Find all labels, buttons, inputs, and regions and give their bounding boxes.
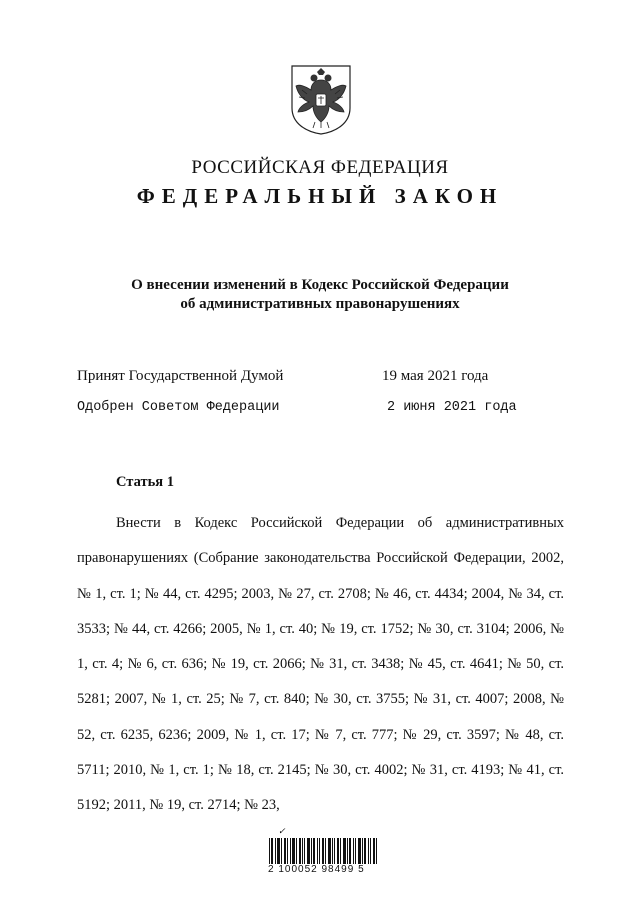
duma-label: Принят Государственной Думой [77, 368, 284, 384]
law-subject-line1: О внесении изменений в Кодекс Российской Федерации [131, 277, 509, 293]
coat-of-arms-icon [289, 64, 353, 136]
country-name: РОССИЙСКАЯ ФЕДЕРАЦИЯ [191, 157, 449, 178]
law-subject-line2: об административных правонарушениях [180, 296, 460, 312]
law-subject [0, 276, 640, 314]
article-body-text: Внести в Кодекс Российской Федерации об административных правонарушениях (Собрание законодательства Российской Федерации, 2002, № 1, ст. 1; № 44, ст. 4295; 2003, № 27, ст. 2708; № 46, ст. 4434; 2004, № 34, ст. 3533; № 44, ст. 4266; 2005, № 1, ст. 40; № 19, ст. 1752; № 30, ст. 3104; 2006, № 1, ст. 4; № 6, ст. 636; № 19, ст. 2066; № 31, ст. 3438; № 45, ст. 4641; № 50, ст. 5281; 2007, № 1, ст. 25; № 7, ст. 840; № 30, ст. 3755; № 31, ст. 4007; 2008, № 52, ст. 6235, 6236; 2009, № 1, ст. 17; № 7, ст. 777; № 29, ст. 3597; № 48, ст. 5711; 2010, № 1, ст. 1; № 18, ст. 2145; № 30, ст. 4002; № 31, ст. 4193; № 41, ст. 5192; 2011, № 19, ст. 2714; № 23, [77, 515, 564, 814]
council-label: Одобрен Советом Федерации [77, 400, 280, 415]
duma-date: 19 мая 2021 года [382, 368, 489, 384]
council-date: 2 июня 2021 года [387, 400, 517, 415]
signature-mark: ✓ [278, 826, 286, 836]
law-title: ФЕДЕРАЛЬНЫЙ ЗАКОН [136, 184, 504, 208]
barcode [268, 826, 378, 882]
barcode-number: 2 100052 98499 5 [268, 864, 365, 875]
article-heading: Статья 1 [116, 474, 174, 490]
barcode-bars-icon [268, 838, 378, 864]
